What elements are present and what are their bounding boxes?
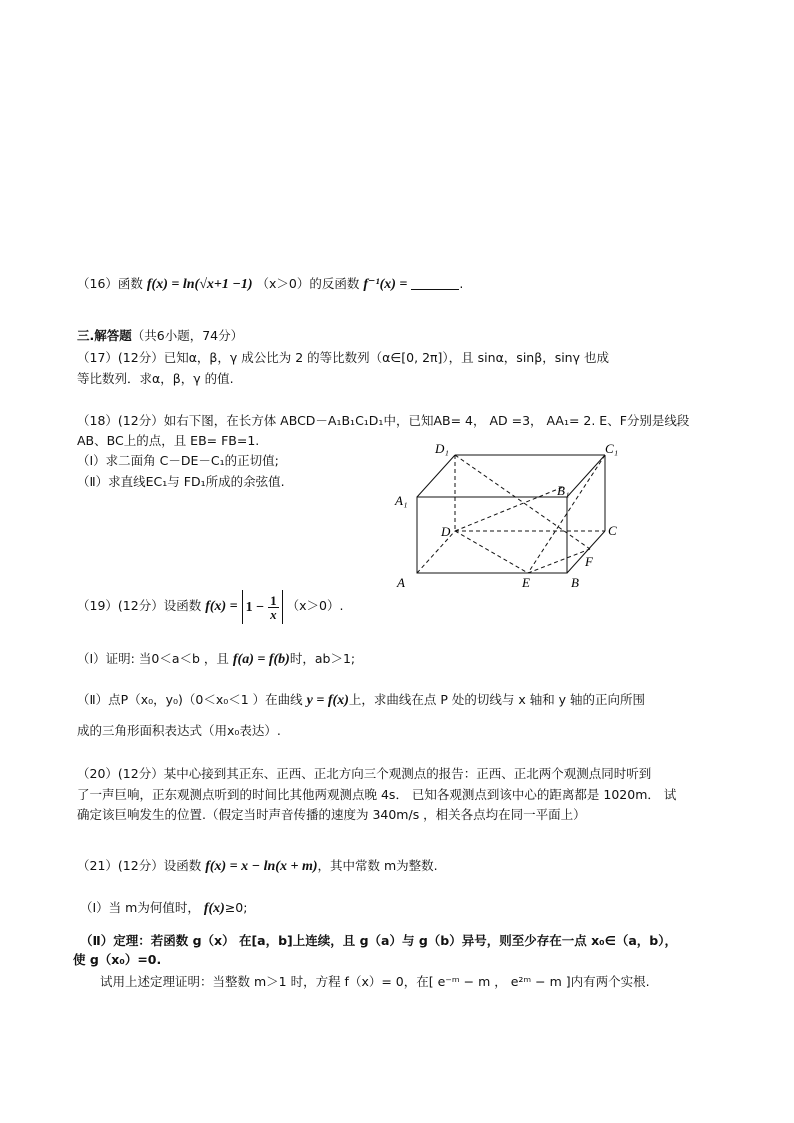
q21-line	[77, 857, 438, 875]
q19-part2-line2: 成的三角形面积表达式（用x₀表达）.	[77, 723, 281, 738]
q19-line	[77, 588, 343, 625]
q18-part1: （Ⅰ）求二面角 C－DE－C₁的正切值;	[77, 453, 279, 468]
q17-line1: （17）(12分）已知α，β，γ 成公比为 2 的等比数列（α∈[0, 2π]），且 sinα，sinβ，sinγ 也成	[77, 350, 609, 365]
q20-line1: （20）(12分）某中心接到其正东、正西、正北方向三个观测点的报告：正西、正北两个观测点同时听到	[77, 766, 652, 781]
q21-part1	[80, 899, 247, 917]
q16-period: .	[459, 276, 464, 291]
q21-function: f(x) = x − ln(x + m)	[205, 859, 318, 874]
front-face	[417, 497, 567, 573]
label-e: E	[522, 575, 530, 590]
q18-line2: AB、BC上的点，且 EB= FB=1.	[77, 433, 260, 448]
q17-line2: 等比数列．求α，β，γ 的值.	[77, 371, 234, 386]
section-note: （共6小题，74分）	[131, 328, 244, 343]
q21-theorem-line1: （Ⅱ）定理：若函数 g（x） 在[a，b]上连续，且 g（a）与 g（b）异号，则至少存在一点 x₀∈（a，b），	[80, 933, 677, 948]
q21-part1-text2: ≥0;	[224, 900, 248, 915]
section-header	[77, 327, 243, 344]
q21-theorem-line2: 使 g（x₀）=0.	[73, 952, 162, 967]
q16-function: f(x) = ln(√x+1 −1)	[146, 277, 253, 292]
q19-condition: （x＞0）.	[286, 598, 344, 613]
q19-part2	[77, 691, 645, 709]
label-d: D	[441, 524, 451, 539]
q21-part1-text: （Ⅰ）当 m为何值时，	[80, 900, 200, 915]
label-a: A	[397, 575, 405, 590]
q19-one-minus: 1 −	[245, 599, 265, 615]
line-d-e	[455, 531, 528, 573]
q18-part2: （Ⅱ）求直线EC₁与 FD₁所成的余弦值.	[77, 474, 285, 489]
q21-part1-formula: f(x)	[203, 901, 225, 916]
q16-answer-blank	[411, 277, 459, 290]
edge-a1-d1	[417, 455, 455, 497]
q21-proof-line: 试用上述定理证明：当整数 m＞1 时，方程 f（x）= 0，在[ e⁻ᵐ − m ， e²ᵐ − m ]内有两个实根.	[100, 974, 650, 989]
label-a1: A₁	[395, 493, 408, 508]
label-c1: C₁	[605, 441, 619, 456]
q21-number: （21）(12分）设函数	[77, 858, 202, 873]
line-d-b1	[455, 487, 563, 531]
q21-condition: ，其中常数 m为整数.	[317, 858, 438, 873]
q19-fraction	[268, 594, 279, 621]
q18-line1: （18）(12分）如右下图，在长方体 ABCD－A₁B₁C₁D₁中，已知AB= 4， AD =3， AA₁= 2. E、F分别是线段	[77, 413, 690, 428]
label-d1: D₁	[435, 441, 449, 456]
edge-b1-c1	[567, 455, 605, 497]
label-b1: B₁	[557, 483, 570, 498]
q16-line	[77, 275, 463, 293]
q16-inverse: f⁻¹(x) =	[363, 277, 408, 292]
cuboid-figure	[385, 435, 645, 595]
label-c: C	[608, 523, 617, 538]
q20-line3: 确定该巨响发生的位置.（假定当时声音传播的速度为 340m/s ，相关各点均在同一平面上）	[77, 807, 586, 822]
q20-line2: 了一声巨响，正东观测点听到的时间比其他两观测点晚 4s． 已知各观测点到该中心的距离都是 1020m． 试	[77, 787, 677, 802]
line-e-f	[528, 549, 590, 573]
q19-number: （19）(12分）设函数	[77, 598, 202, 613]
q19-part2-formula: y = f(x)	[306, 693, 349, 708]
section-title: 三.解答题	[77, 328, 132, 343]
q19-part1-text2: 时，ab＞1;	[289, 651, 356, 666]
q19-frac-numerator: 1	[270, 592, 277, 608]
line-d1-f	[455, 455, 590, 549]
label-b: B	[571, 575, 579, 590]
q19-frac-denominator: x	[270, 606, 277, 622]
q19-absolute-value	[242, 590, 283, 624]
q16-number: （16）函数	[77, 276, 143, 291]
q19-part1	[77, 650, 355, 668]
q19-part1-formula: f(a) = f(b)	[232, 652, 290, 667]
label-f: F	[585, 554, 593, 569]
q19-function-lhs: f(x) =	[205, 599, 238, 614]
q19-part2-text: （Ⅱ）点P（x₀，y₀)（0＜x₀＜1 ）在曲线	[77, 692, 303, 707]
q19-part2-text2: 上，求曲线在点 P 处的切线与 x 轴和 y 轴的正向所围	[348, 692, 646, 707]
q19-part1-text: （Ⅰ）证明: 当0＜a＜b ，且	[77, 651, 229, 666]
q16-condition: （x＞0）的反函数	[256, 276, 360, 291]
